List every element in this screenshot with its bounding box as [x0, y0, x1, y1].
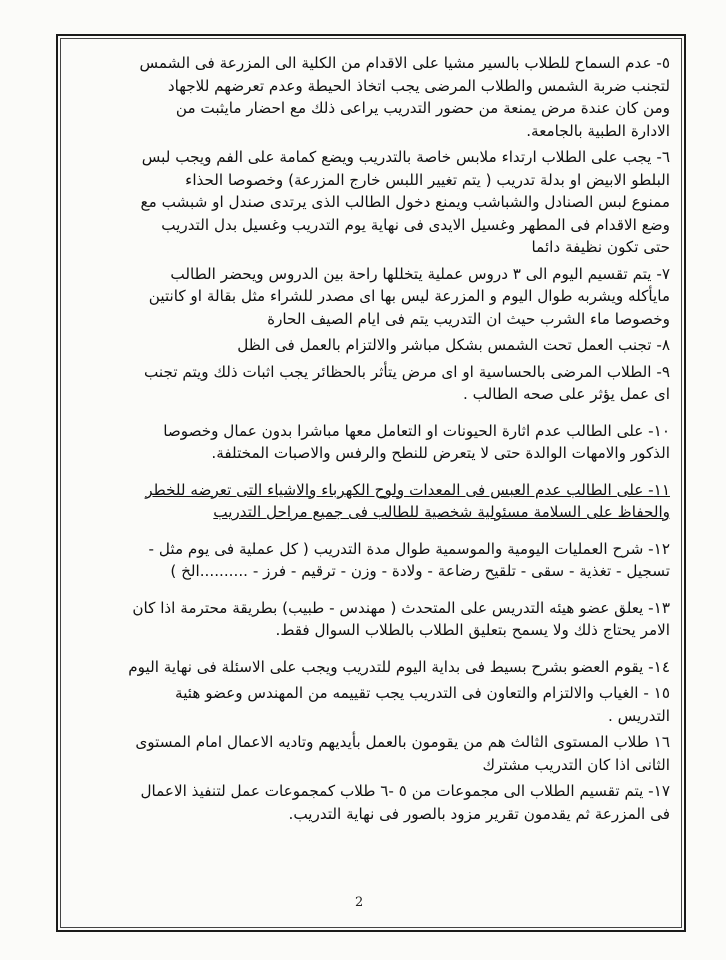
list-item-10 [68, 420, 670, 465]
item-11-line-2: والحفاظ على السلامة مسئولية شخصية للطالب فى جميع مراحل التدريب [213, 503, 670, 521]
item-7-line-3: وخصوصا ماء الشرب حيث ان التدريب يتم فى ايام الصيف الحارة [267, 309, 670, 328]
list-item-7 [68, 263, 670, 331]
item-5-line-2: لتجنب ضربة الشمس والطلاب المرضى يجب اتخاذ الحيطة وعدم تعرضهم للاجهاد [167, 76, 670, 95]
list-item-5 [68, 52, 670, 142]
item-12-line-1: ١٢- شرح العمليات اليومية والموسمية طوال مدة التدريب ( كل عملية فى يوم مثل - [148, 539, 670, 558]
item-13-line-1: ١٣- يعلق عضو هيئه التدريس على المتحدث ( مهندس - طبيب) بطريقة محترمة اذا كان [132, 598, 670, 617]
item-9-line-1: ٩- الطلاب المرضى بالحساسية او اى مرض يتأثر بالحظائر يجب اثبات ذلك ويتم تجنب [144, 362, 670, 381]
list-item-11 [68, 479, 670, 524]
list-item-17 [68, 780, 670, 825]
list-item-6 [68, 146, 670, 259]
item-14-line-1: ١٤- يقوم العضو بشرح بسيط فى بداية اليوم للتدريب ويجب على الاسئلة فى نهاية اليوم [128, 657, 670, 676]
page-number: 2 [355, 895, 364, 910]
list-item-13 [68, 597, 670, 642]
item-15-line-1: ١٥ - الغياب والالتزام والتعاون فى التدريب يجب تقييمه من المهندس وعضو هئية [175, 684, 670, 702]
list-item-9 [68, 361, 670, 406]
item-13-line-2: الامر يحتاج ذلك ولا يسمح بتعليق الطلاب بالطلاب السوال فقط. [275, 621, 670, 639]
item-11-line-1: ١١- على الطالب عدم العبس فى المعدات ولوح الكهرباء والاشياء التى تعرضه للخطر [145, 480, 670, 499]
item-6-line-2: البلطو الابيض او بدلة تدريب ( يتم تغيير اللبس خارج المزرعة) وخصوصا الحذاء [185, 170, 670, 189]
regulations-list [68, 52, 670, 825]
item-5-line-1: ٥- عدم السماح للطلاب بالسير مشيا على الاقدام من الكلية الى المزرعة فى الشمس [139, 54, 670, 72]
item-8-line-1: ٨- تجنب العمل تحت الشمس بشكل مباشر والالتزام بالعمل فى الظل [237, 336, 670, 354]
item-6-line-1: ٦- يجب على الطلاب ارتداء ملابس خاصة بالتدريب ويضع كمامة على الفم ويجب لبس [141, 148, 670, 166]
list-item-16 [68, 731, 670, 776]
item-6-line-3: ممنوع لبس الصنادل والشباشب ويمنع دخول الطالب الذى يرتدى صندل او شبشب مع [140, 193, 670, 211]
item-10-line-1: ١٠- على الطالب عدم اثارة الحيونات او التعامل معها مباشرا بدون عمال وخصوصا [163, 421, 670, 440]
item-6-line-4: وضع الاقدام فى المطهر وغسيل الايدى فى نهاية يوم التدريب وغسيل بدل التدريب [161, 215, 670, 234]
item-12-line-2: تسجيل - تغذية - سقى - تلقيح رضاعة - ولادة - وزن - ترقيم - فرز - ..........الخ ) [170, 562, 670, 580]
item-17-line-1: ١٧- يتم تقسيم الطلاب الى مجموعات من ٥ -٦ طلاب كمجموعات عمل لتنفيذ الاعمال [140, 782, 670, 800]
item-15-line-2: التدريس . [608, 706, 670, 725]
item-10-line-2: الذكور والامهات الوالدة حتى لا يتعرض للنطح والرفس والاصبات المختلفة. [211, 444, 670, 462]
item-5-line-4: الادارة الطبية بالجامعة. [526, 121, 670, 140]
list-item-14 [68, 656, 670, 679]
item-9-line-2: اى عمل يؤثر على صحه الطالب . [463, 385, 670, 403]
item-17-line-2: فى المزرعة ثم يقدمون تقرير مزود بالصور فى نهاية التدريب. [288, 804, 670, 823]
item-16-line-1: ١٦ طلاب المستوى الثالث هم من يقومون بالعمل بأيديهم وتاديه الاعمال امام المستوى [135, 733, 670, 751]
list-item-12 [68, 538, 670, 583]
item-5-line-3: ومن كان عندة مرض يمنعة من حضور التدريب يراعى ذلك مع احضار مايثبت من [175, 99, 670, 117]
item-16-line-2: الثانى اذا كان التدريب مشترك [482, 755, 670, 774]
item-6-line-5: حتى تكون نظيفة دائما [531, 238, 670, 256]
item-7-line-2: مايأكله ويشربه طوال اليوم و المزرعة ليس بها اى مصدر للشراء مثل بقالة او كانتين [148, 287, 670, 305]
list-item-8 [68, 334, 670, 357]
list-item-15 [68, 682, 670, 727]
item-7-line-1: ٧- يتم تقسيم اليوم الى ٣ دروس عملية يتخللها راحة بين الدروس ويحضر الطالب [170, 264, 670, 283]
